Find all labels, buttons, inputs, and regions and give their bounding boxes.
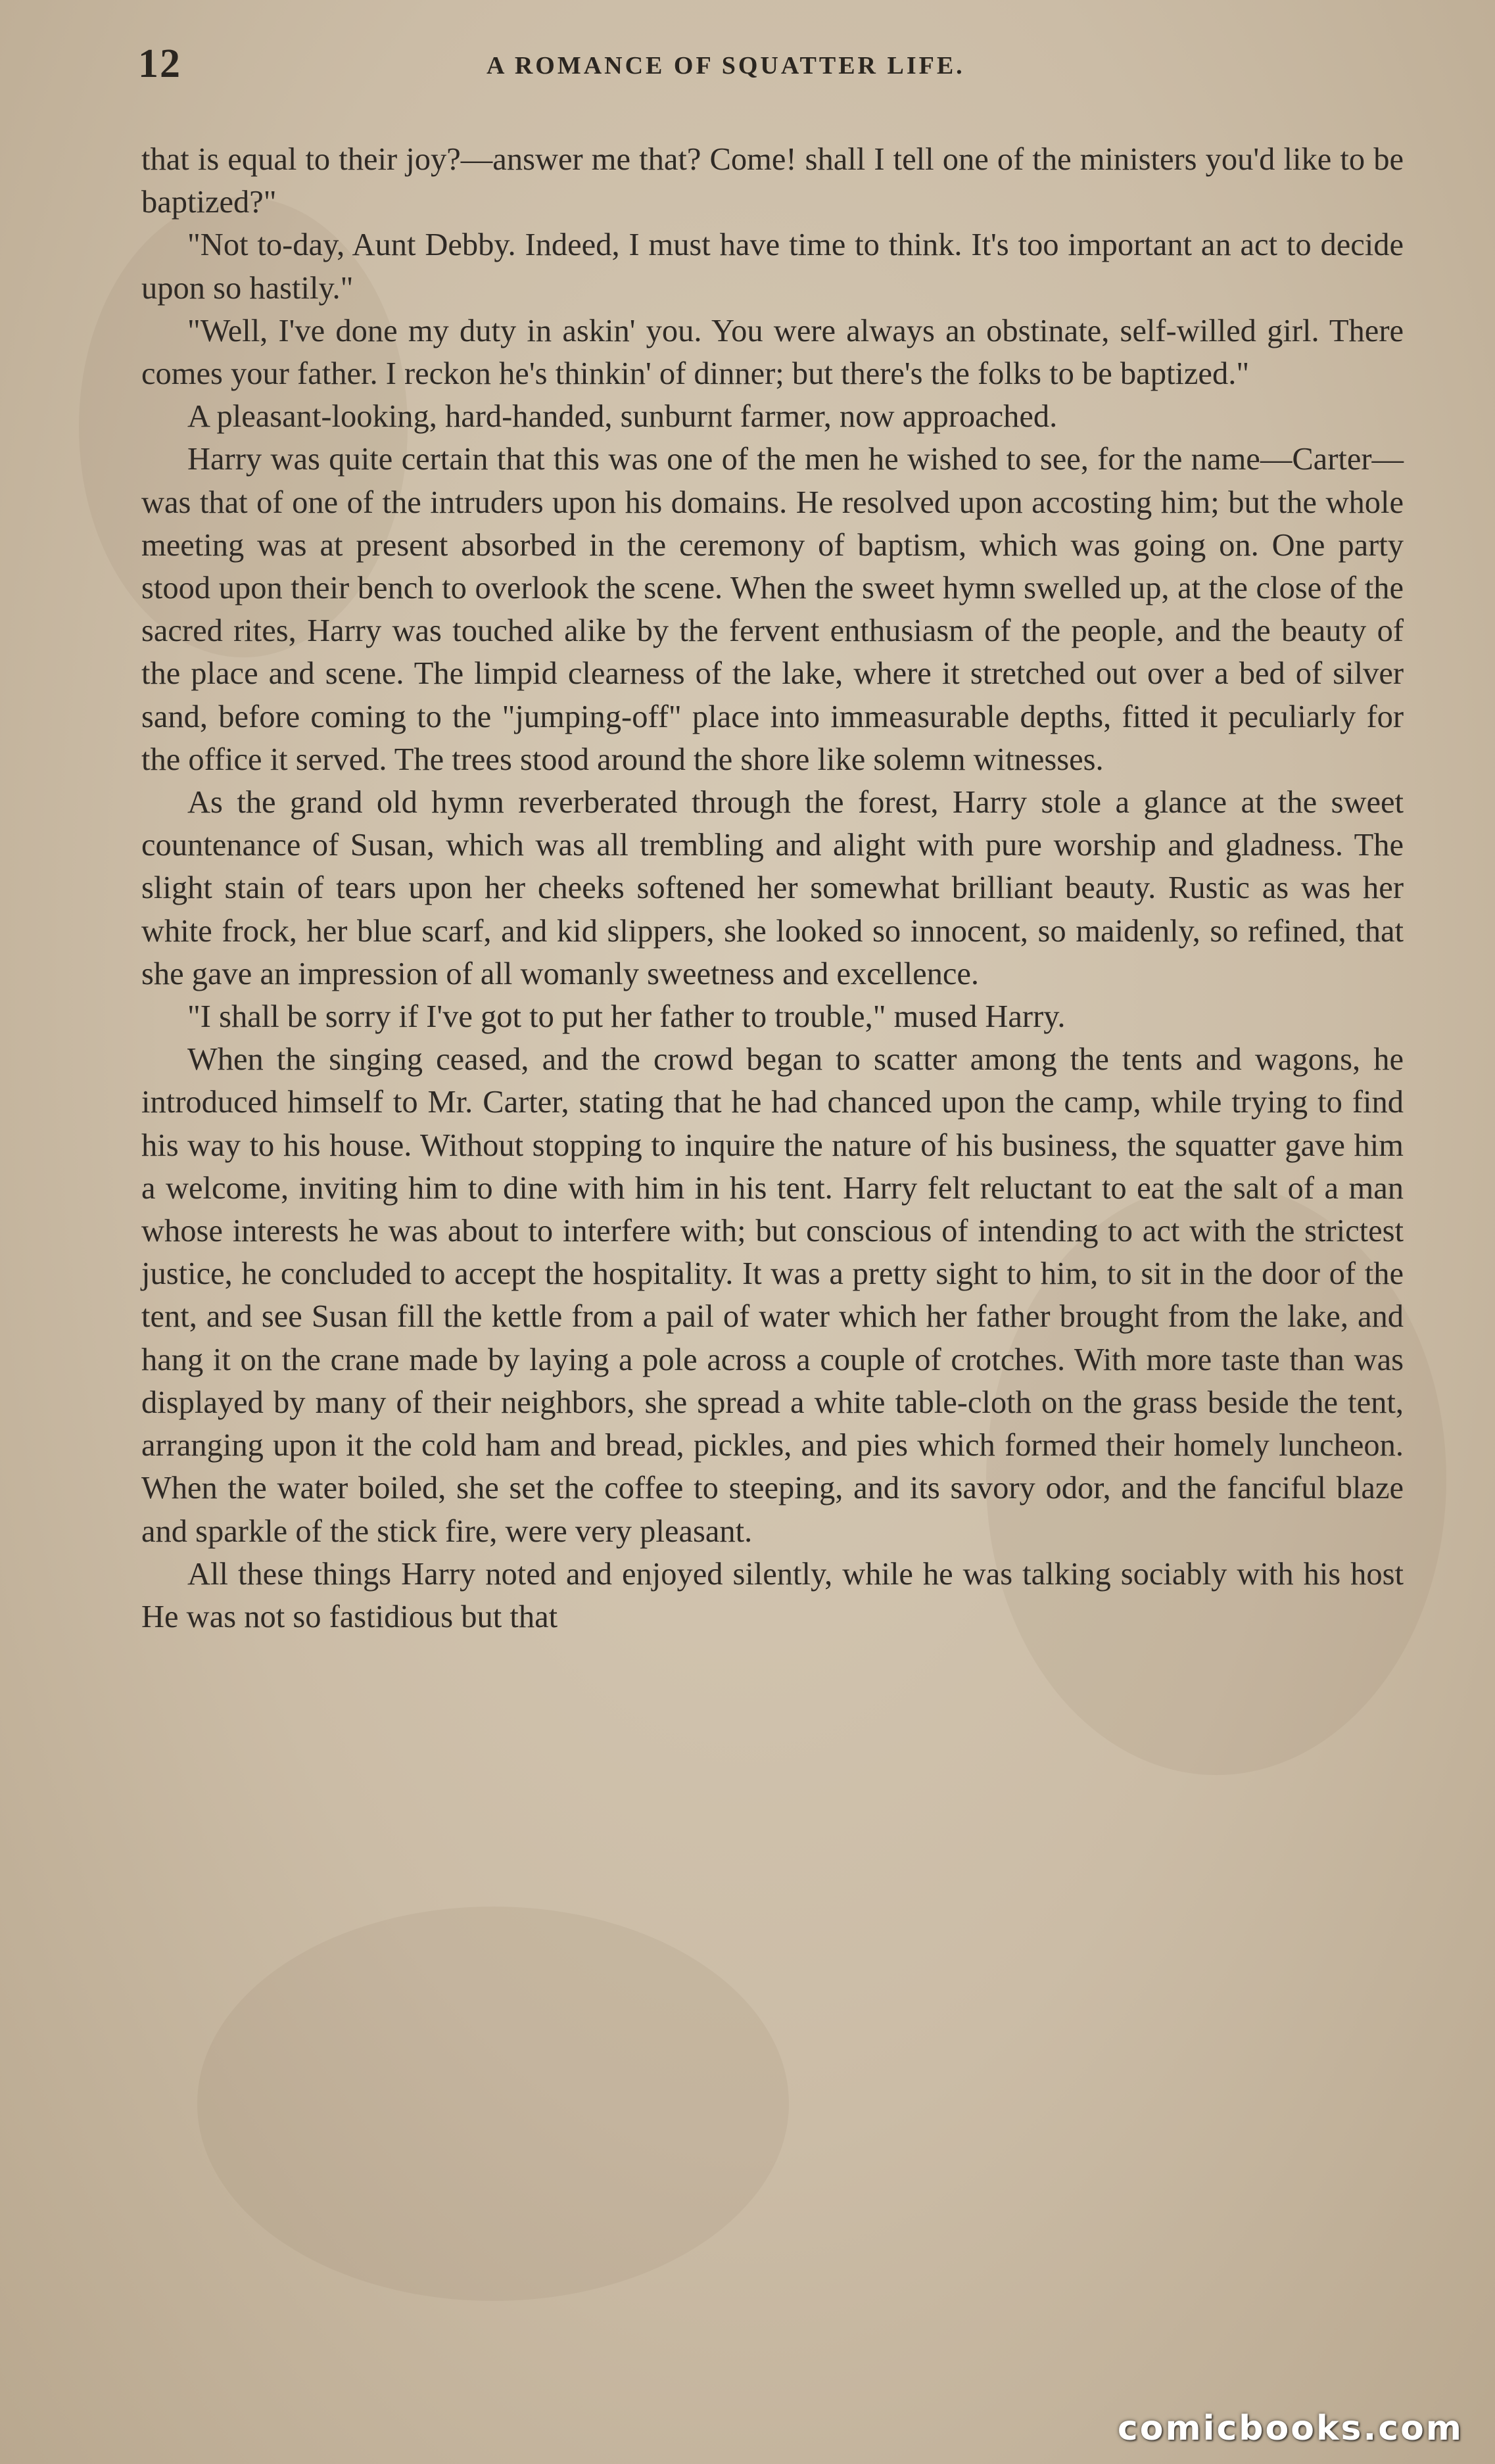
page-number: 12 [138, 41, 181, 86]
paragraph: that is equal to their joy?—answer me that? Come! shall I tell one of the ministers you'd like to be baptized?" [141, 142, 1404, 220]
paragraph: "Not to-day, Aunt Debby. Indeed, I must have time to think. It's too important an act to decide upon so hastily." [141, 227, 1404, 306]
body-text [141, 138, 1404, 1638]
paper-stain [197, 1907, 789, 2301]
paragraph: When the singing ceased, and the crowd began to scatter among the tents and wagons, he introduced himself to Mr. Carter, stating that he had chanced upon the camp, while trying to find his way to his house. Without stopping to inquire the nature of his business, the squatter gave him a welcome, inviting him to dine with him in his tent. Harry felt reluctant to eat the salt of a man whose interests he was about to interfere with; but conscious of intending to act with the strictest justice, he concluded to accept the hospitality. It was a pretty sight to him, to sit in the door of the tent, and see Susan fill the kettle from a pail of water which her father brought from the lake, and hang it on the crane made by laying a pole across a couple of crotches. With more taste than was displayed by many of their neighbors, she spread a white table-cloth on the grass beside the tent, arranging upon it the cold ham and bread, pickles, and pies which formed their homely luncheon. When the water boiled, she set the coffee to steeping, and its savory odor, and the fanciful blaze and sparkle of the stick fire, were very pleasant. [141, 1042, 1404, 1549]
paragraph: A pleasant-looking, hard-handed, sunburnt farmer, now approached. [187, 399, 1058, 435]
paragraph: "I shall be sorry if I've got to put her father to trouble," mused Harry. [187, 999, 1066, 1035]
paragraph: As the grand old hymn reverberated through the forest, Harry stole a glance at the sweet countenance of Susan, which was all trembling and alight with pure worship and gladness. The slight stain of tears upon her cheeks softened her somewhat brilliant beauty. Rustic as was her white frock, her blue scarf, and kid slippers, she looked so innocent, so maidenly, so refined, that she gave an impression of all womanly sweetness and excellence. [141, 785, 1404, 991]
paragraph: All these things Harry noted and enjoyed silently, while he was talking sociably with his host He was not so fastidious but that [141, 1556, 1404, 1634]
running-title: A ROMANCE OF SQUATTER LIFE. [486, 52, 965, 80]
paragraph: Harry was quite certain that this was one of the men he wished to see, for the name—Carter—was that of one of the intruders upon his domains. He resolved upon accosting him; but the whole meeting was at present absorbed in the ceremony of baptism, which was going on. One party stood upon their bench to overlook the scene. When the sweet hymn swelled up, at the close of the sacred rites, Harry was touched alike by the fervent enthusiasm of the people, and the beauty of the place and scene. The limpid clearness of the lake, where it stretched out over a bed of silver sand, before coming to the "jumping-off" place into immeasurable depths, fitted it peculiarly for the office it served. The trees stood around the shore like solemn witnesses. [141, 442, 1404, 777]
watermark: comicbooks.com [1117, 2409, 1463, 2448]
paragraph: "Well, I've done my duty in askin' you. You were always an obstinate, self-willed girl. There comes your father. I reckon he's thinkin' of dinner; but there's the folks to be baptized." [141, 313, 1404, 392]
page-header [138, 41, 1407, 93]
